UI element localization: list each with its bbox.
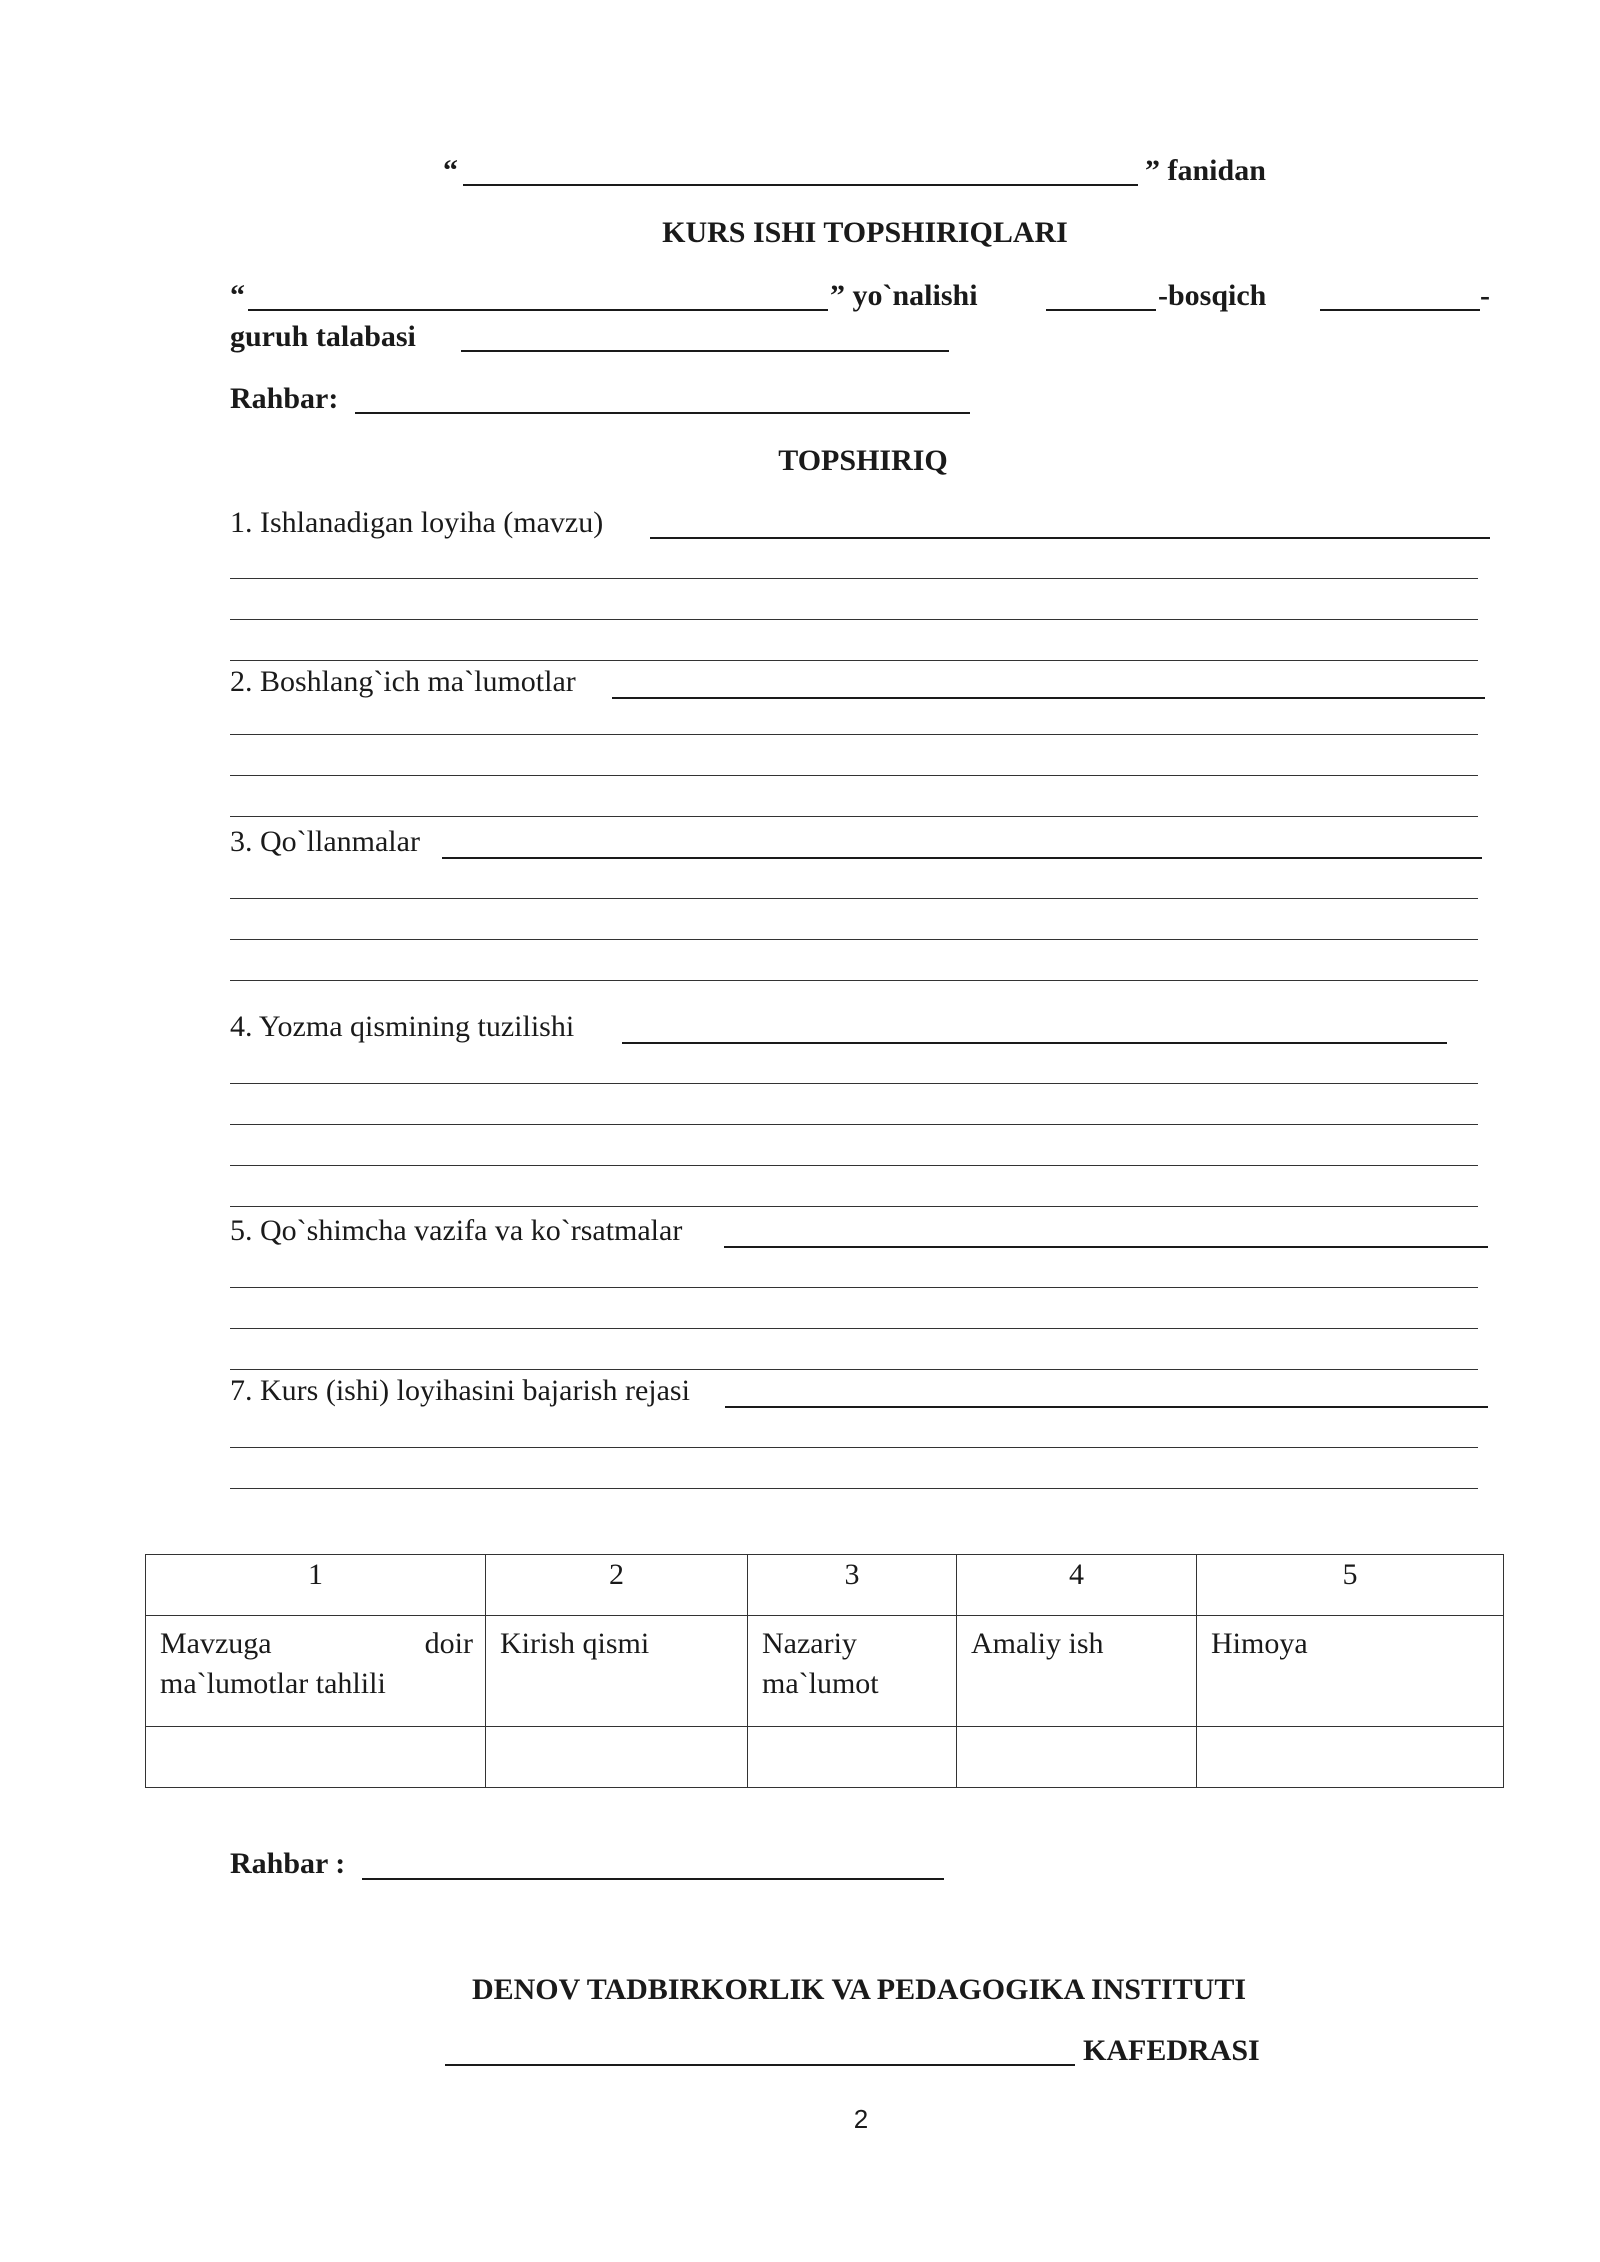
table-row <box>146 1616 1504 1727</box>
fanidan-label: ” fanidan <box>1145 154 1266 187</box>
task-item-4-blank[interactable] <box>622 1042 1447 1044</box>
department-blank[interactable] <box>445 2064 1075 2066</box>
cell-text: Mavzuga <box>160 1627 272 1660</box>
ruled-line[interactable] <box>230 734 1478 735</box>
task-item-1-blank[interactable] <box>650 537 1490 539</box>
page-title: KURS ISHI TOPSHIRIQLARI <box>662 216 1068 249</box>
task-item-7: 7. Kurs (ishi) loyihasini bajarish rejasi <box>230 1374 690 1407</box>
table-cell-practical <box>957 1616 1197 1727</box>
quote-open: “ <box>443 154 458 187</box>
quote-open-2: “ <box>230 279 245 312</box>
cell-text: Kirish qismi <box>500 1627 650 1660</box>
ruled-line[interactable] <box>230 939 1478 940</box>
ruled-line[interactable] <box>230 980 1478 981</box>
ruled-line[interactable] <box>230 619 1478 620</box>
table-cell: 4 <box>957 1555 1197 1616</box>
ruled-line[interactable] <box>230 1447 1478 1448</box>
student-blank[interactable] <box>461 350 949 352</box>
cell-text: Amaliy ish <box>971 1627 1104 1660</box>
ruled-line[interactable] <box>230 1124 1478 1125</box>
cell-text: doir <box>424 1627 473 1660</box>
plan-table <box>145 1554 1504 1788</box>
ruled-line[interactable] <box>230 660 1478 661</box>
bosqich-label: -bosqich <box>1158 279 1267 312</box>
kafedrasi-label: KAFEDRASI <box>1083 2034 1260 2067</box>
ruled-line[interactable] <box>230 816 1478 817</box>
guruh-talabasi-label: guruh talabasi <box>230 320 416 353</box>
subject-blank[interactable] <box>463 184 1138 186</box>
ruled-line[interactable] <box>230 1165 1478 1166</box>
dash: - <box>1480 279 1490 312</box>
table-cell-topic-analysis <box>146 1616 486 1727</box>
cell-text: ma`lumot <box>762 1667 879 1700</box>
task-item-2: 2. Boshlang`ich ma`lumotlar <box>230 665 576 698</box>
cell-text: Nazariy <box>762 1627 857 1660</box>
table-cell: 1 <box>146 1555 486 1616</box>
ruled-line[interactable] <box>230 898 1478 899</box>
yonalishi-label: ” yo`nalishi <box>830 279 978 312</box>
rahbar-blank[interactable] <box>355 412 970 414</box>
ruled-line[interactable] <box>230 1206 1478 1207</box>
task-heading: TOPSHIRIQ <box>778 444 948 477</box>
task-item-1: 1. Ishlanadigan loyiha (mavzu) <box>230 506 604 539</box>
ruled-line[interactable] <box>230 578 1478 579</box>
ruled-line[interactable] <box>230 1083 1478 1084</box>
table-cell-introduction <box>486 1616 748 1727</box>
task-item-3: 3. Qo`llanmalar <box>230 825 420 858</box>
cell-line <box>160 1624 473 1664</box>
task-item-4: 4. Yozma qismining tuzilishi <box>230 1010 575 1043</box>
stage-blank[interactable] <box>1046 309 1156 311</box>
task-item-7-blank[interactable] <box>725 1406 1488 1408</box>
ruled-line[interactable] <box>230 1328 1478 1329</box>
group-blank[interactable] <box>1320 309 1480 311</box>
footer-rahbar-label: Rahbar : <box>230 1847 346 1880</box>
task-item-3-blank[interactable] <box>442 857 1482 859</box>
task-item-5: 5. Qo`shimcha vazifa va ko`rsatmalar <box>230 1214 683 1247</box>
task-item-2-blank[interactable] <box>612 697 1485 699</box>
ruled-line[interactable] <box>230 1287 1478 1288</box>
table-cell-empty[interactable] <box>748 1727 957 1788</box>
table-row <box>146 1727 1504 1788</box>
table-cell-empty[interactable] <box>146 1727 486 1788</box>
task-item-5-blank[interactable] <box>724 1246 1488 1248</box>
table-cell-empty[interactable] <box>957 1727 1197 1788</box>
table-cell-theory <box>748 1616 957 1727</box>
direction-blank[interactable] <box>248 309 828 311</box>
rahbar-label: Rahbar: <box>230 382 339 415</box>
footer-rahbar-blank[interactable] <box>362 1878 944 1880</box>
institute-name: DENOV TADBIRKORLIK VA PEDAGOGIKA INSTITUTI <box>471 1973 1247 2006</box>
ruled-line[interactable] <box>230 775 1478 776</box>
table-cell-empty[interactable] <box>1197 1727 1504 1788</box>
table-cell: 3 <box>748 1555 957 1616</box>
cell-text: ma`lumotlar tahlili <box>160 1667 386 1700</box>
page-number: 2 <box>853 2104 869 2134</box>
table-cell-empty[interactable] <box>486 1727 748 1788</box>
table-cell-defense <box>1197 1616 1504 1727</box>
cell-text: Himoya <box>1211 1627 1308 1660</box>
ruled-line[interactable] <box>230 1369 1478 1370</box>
table-cell: 2 <box>486 1555 748 1616</box>
ruled-line[interactable] <box>230 1488 1478 1489</box>
table-cell: 5 <box>1197 1555 1504 1616</box>
table-row <box>146 1555 1504 1616</box>
